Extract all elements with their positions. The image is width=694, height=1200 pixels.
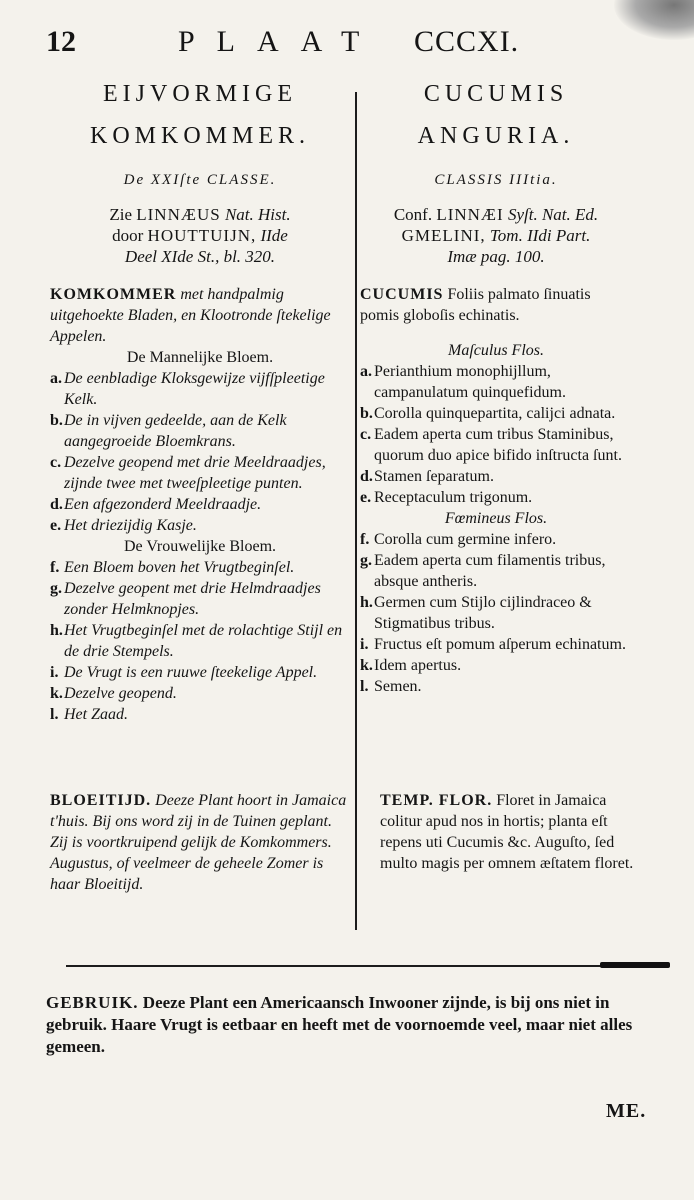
figure-item bbox=[50, 557, 350, 578]
figure-item bbox=[360, 655, 632, 676]
dutch-title-line2: KOMKOMMER. bbox=[89, 123, 310, 149]
ref-word: Zie bbox=[109, 205, 133, 224]
figure-text: De in vijven gedeelde, aan de Kelk aangegroeide Bloemkrans. bbox=[64, 412, 287, 450]
figure-item bbox=[50, 515, 350, 536]
figure-letter: i. bbox=[360, 636, 369, 653]
figure-letter: c. bbox=[50, 454, 62, 471]
bloeitijd-text: Deeze Plant hoort in Jamaica t'huis. Bij ons word zij in de Tuinen geplant. Zij is voortkruipend gelijk de Komkommers. Augustus, of veelmeer de geheele Zomer is haar Bloeitijd. bbox=[50, 792, 347, 893]
ref-part: IIde bbox=[260, 226, 288, 245]
figure-text: Een Bloem boven het Vrugtbeginſel. bbox=[64, 559, 295, 576]
page-number: 12 bbox=[46, 25, 76, 58]
figure-item bbox=[50, 494, 350, 515]
column-divider bbox=[355, 92, 357, 930]
figure-letter: e. bbox=[360, 489, 372, 506]
dutch-female-list bbox=[50, 557, 350, 725]
latin-description bbox=[360, 284, 632, 326]
ref-author: LINNÆI bbox=[436, 205, 504, 224]
figure-text: Dezelve geopent met drie Helmdraadjes zonder Helmknopjes. bbox=[64, 580, 321, 618]
dutch-male-title: De Mannelijke Bloem. bbox=[126, 349, 274, 366]
figure-text: Het driezijdig Kasje. bbox=[64, 517, 197, 534]
figure-item bbox=[50, 662, 350, 683]
dutch-classe: De XXIſte CLASSE. bbox=[123, 172, 277, 188]
dutch-female-title: De Vrouwelijke Bloem. bbox=[123, 538, 277, 555]
ref-word: Conf. bbox=[393, 205, 433, 224]
ref-author: HOUTTUIJN, bbox=[147, 226, 257, 245]
figure-item bbox=[360, 676, 632, 697]
figure-letter: k. bbox=[360, 657, 373, 674]
plate-number: CCCXI. bbox=[414, 25, 520, 58]
plate-word: PLAAT bbox=[178, 25, 382, 58]
figure-item bbox=[360, 592, 632, 634]
figure-letter: f. bbox=[360, 531, 370, 548]
bloeitijd-paragraph bbox=[50, 790, 350, 895]
ref-word: door bbox=[112, 226, 144, 245]
figure-letter: c. bbox=[360, 426, 372, 443]
latin-reference bbox=[360, 204, 632, 284]
gebruik-label: GEBRUIK. bbox=[46, 993, 139, 1012]
ref-page: Imæ pag. 100. bbox=[447, 247, 545, 266]
horizontal-rule bbox=[66, 965, 626, 967]
figure-text: Een afgezonderd Meeldraadje. bbox=[64, 496, 262, 513]
figure-item bbox=[360, 529, 632, 550]
ref-title: Syſt. Nat. Ed. bbox=[507, 205, 599, 224]
description-text: Foliis palmato ſinuatis pomis globoſis echinatis. bbox=[360, 286, 591, 324]
figure-item bbox=[360, 424, 632, 466]
description-genus: CUCUMIS bbox=[360, 286, 444, 303]
latin-classis: CLASSIS IIItia. bbox=[434, 172, 558, 188]
figure-letter: h. bbox=[50, 622, 63, 639]
figure-item bbox=[360, 466, 632, 487]
figure-text: Fructus eſt pomum aſperum echinatum. bbox=[374, 636, 626, 653]
latin-title-line1: CUCUMIS bbox=[423, 81, 569, 107]
figure-letter: k. bbox=[50, 685, 63, 702]
figure-letter: a. bbox=[360, 363, 372, 380]
figure-item bbox=[50, 620, 350, 662]
figure-item bbox=[360, 634, 632, 655]
description-genus: KOMKOMMER bbox=[50, 286, 177, 303]
figure-letter: a. bbox=[50, 370, 62, 387]
figure-item bbox=[50, 578, 350, 620]
description-text: met handpalmig uitgehoekte Bladen, en Klootronde ſtekelige Appelen. bbox=[50, 286, 331, 345]
figure-item bbox=[50, 410, 350, 452]
figure-text: Het Vrugtbeginſel met de rolachtige Stijl en de drie Stempels. bbox=[64, 622, 343, 660]
figure-text: Receptaculum trigonum. bbox=[374, 489, 533, 506]
figure-item bbox=[50, 452, 350, 494]
gebruik-paragraph bbox=[46, 992, 668, 1058]
figure-letter: d. bbox=[50, 496, 63, 513]
rule-end-ornament bbox=[600, 962, 670, 968]
latin-male-title: Maſculus Flos. bbox=[448, 342, 544, 359]
figure-text: Eadem aperta cum filamentis tribus, absque antheris. bbox=[374, 552, 606, 590]
figure-text: Eadem aperta cum tribus Staminibus, quorum duo apice bifido inſtructa ſunt. bbox=[374, 426, 622, 464]
figure-text: Germen cum Stijlo cijlindraceo & Stigmatibus tribus. bbox=[374, 594, 592, 632]
ref-editor: GMELINI, bbox=[401, 226, 486, 245]
ref-title: Nat. Hist. bbox=[224, 205, 291, 224]
latin-title-line2: ANGURIA. bbox=[417, 123, 575, 149]
gebruik-text: Deeze Plant een Americaansch Inwooner zijnde, is bij ons niet in gebruik. Haare Vrugt is eetbaar en heeft met de voornoemde veel, maar niet alles gemeen. bbox=[46, 993, 633, 1056]
dutch-column bbox=[50, 76, 350, 725]
figure-text: Dezelve geopend. bbox=[64, 685, 177, 702]
page-header bbox=[46, 22, 654, 66]
figure-text: Idem apertus. bbox=[374, 657, 462, 674]
figure-letter: b. bbox=[50, 412, 63, 429]
figure-item bbox=[360, 550, 632, 592]
figure-letter: l. bbox=[360, 678, 369, 695]
bloeitijd-label: BLOEITIJD. bbox=[50, 792, 152, 809]
figure-item bbox=[50, 704, 350, 725]
figure-item bbox=[360, 403, 632, 424]
dutch-reference bbox=[50, 204, 350, 284]
latin-female-list bbox=[360, 529, 632, 697]
latin-column bbox=[360, 76, 632, 697]
figure-letter: e. bbox=[50, 517, 62, 534]
ref-author: LINNÆUS bbox=[136, 205, 221, 224]
figure-letter: b. bbox=[360, 405, 373, 422]
figure-item bbox=[360, 361, 632, 403]
figure-letter: d. bbox=[360, 468, 373, 485]
figure-text: Stamen ſeparatum. bbox=[374, 468, 494, 485]
temp-flor-label: TEMP. FLOR. bbox=[380, 792, 493, 809]
dutch-male-list bbox=[50, 368, 350, 536]
figure-letter: g. bbox=[50, 580, 62, 597]
figure-letter: i. bbox=[50, 664, 59, 681]
figure-letter: g. bbox=[360, 552, 372, 569]
figure-text: De Vrugt is een ruuwe ſteekelige Appel. bbox=[64, 664, 318, 681]
catchword: ME. bbox=[606, 1100, 647, 1122]
temp-flor-text: Floret in Jamaica colitur apud nos in hortis; planta eſt repens uti Cucumis &c. Auguſto, ſed multo magis per omnem æſtatem floret. bbox=[380, 792, 634, 872]
dutch-description bbox=[50, 284, 350, 347]
ref-part: Tom. IIdi Part. bbox=[489, 226, 591, 245]
latin-male-list bbox=[360, 361, 632, 508]
latin-female-title: Fœmineus Flos. bbox=[444, 510, 548, 527]
figure-item bbox=[360, 487, 632, 508]
figure-letter: f. bbox=[50, 559, 60, 576]
figure-item bbox=[50, 683, 350, 704]
figure-text: Corolla quinquepartita, calijci adnata. bbox=[374, 405, 616, 422]
figure-text: De eenbladige Kloksgewijze vijfſpleetige Kelk. bbox=[64, 370, 325, 408]
temp-flor-paragraph bbox=[380, 790, 652, 874]
figure-text: Corolla cum germine infero. bbox=[374, 531, 557, 548]
ref-volume: Deel XIde St., bl. 320. bbox=[124, 247, 276, 266]
figure-letter: h. bbox=[360, 594, 373, 611]
figure-text: Dezelve geopend met drie Meeldraadjes, zijnde twee met tweeſpleetige punten. bbox=[64, 454, 326, 492]
figure-letter: l. bbox=[50, 706, 59, 723]
dutch-title-line1: EIJVORMIGE bbox=[103, 81, 297, 107]
figure-item bbox=[50, 368, 350, 410]
figure-text: Semen. bbox=[374, 678, 422, 695]
figure-text: Het Zaad. bbox=[64, 706, 128, 723]
figure-text: Perianthium monophijllum, campanulatum quinquefidum. bbox=[374, 363, 566, 401]
